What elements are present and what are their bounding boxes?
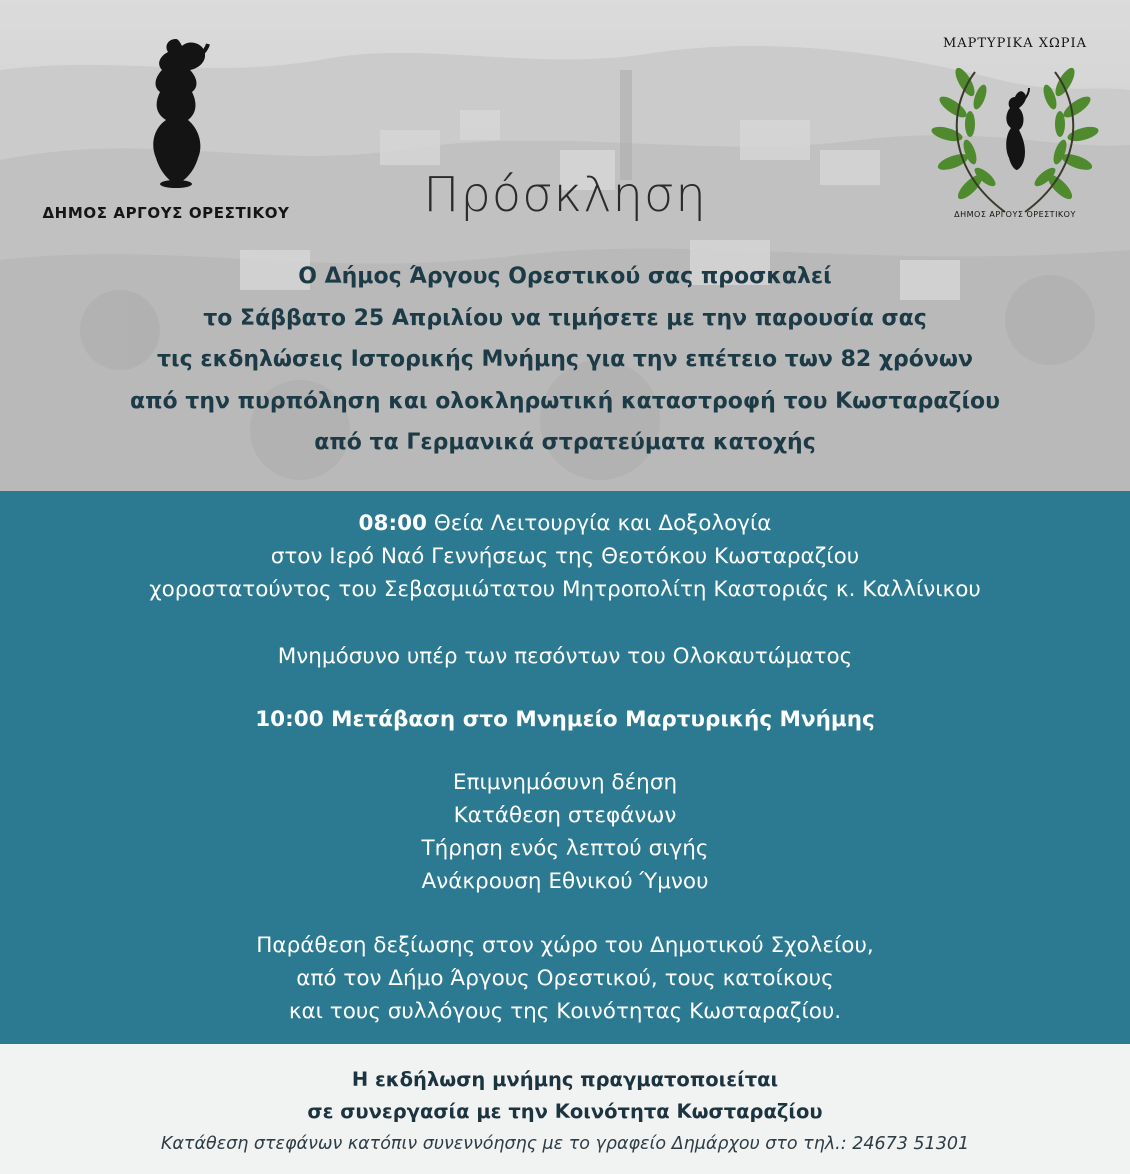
ceremony-item: Επιμνημόσυνη δέηση [452, 770, 678, 795]
right-logo-title: ΜΑΡΤΥΡΙΚΑ ΧΩΡΙΑ [942, 36, 1088, 51]
service-heading [0, 511, 1130, 536]
page-title: Πρόσκληση [423, 167, 707, 223]
invitation-line: το Σάββατο 25 Απριλίου να τιμήσετε με την παρουσία σας [203, 305, 927, 331]
reception-line: Παράθεση δεξίωσης στον χώρο του Δημοτικού Σχολείου, [256, 933, 874, 958]
service-title: Θεία Λειτουργία και Δοξολογία [426, 511, 772, 536]
right-logo-caption: ΔΗΜΟΣ ΑΡΓΟΥΣ ΟΡΕΣΤΙΚΟΥ [954, 210, 1076, 219]
program-section [0, 491, 1130, 1044]
footer-line-2: σε συνεργασία με την Κοινότητα Κωσταραζίου [307, 1100, 823, 1123]
invitation-line: Ο Δήμος Άργους Ορεστικού σας προσκαλεί [298, 264, 832, 289]
memorial-service: Μνημόσυνο υπέρ των πεσόντων του Ολοκαυτώματος [277, 644, 853, 669]
amphora-vase-icon [126, 34, 226, 189]
left-logo-caption: ΔΗΜΟΣ ΑΡΓΟΥΣ ΟΡΕΣΤΙΚΟΥ [42, 204, 290, 222]
transfer-heading [0, 707, 1130, 732]
reception-line: από τον Δήμο Άργους Ορεστικού, τους κατοίκους [296, 966, 834, 991]
invitation-text [20, 256, 1110, 464]
footer-line-1: Η εκδήλωση μνήμης πραγματοποιείται [351, 1068, 779, 1091]
ceremony-item: Τήρηση ενός λεπτού σιγής [421, 836, 709, 861]
hero-section [0, 0, 1130, 491]
ceremony-item: Κατάθεση στεφάνων [453, 803, 677, 828]
transfer-text: 10:00 Μετάβαση στο Μνημείο Μαρτυρικής Μνήμης [255, 707, 875, 732]
ceremony-item: Ανάκρουση Εθνικού Ύμνου [421, 869, 709, 894]
service-time: 08:00 [358, 511, 427, 536]
service-officiant: χοροστατούντος του Σεβασμιώτατου Μητροπολίτη Καστοριάς κ. Καλλίνικου [149, 577, 981, 602]
invitation-line: από τα Γερμανικά στρατεύματα κατοχής [314, 430, 816, 455]
footer-contact-note: Κατάθεση στεφάνων κατόπιν συνεννόησης με το γραφείο Δημάρχου στο τηλ.: 24673 51301 [160, 1134, 970, 1154]
invitation-line: από την πυρπόληση και ολοκληρωτική καταστροφή του Κωσταραζίου [130, 388, 1000, 414]
invitation-line: τις εκδηλώσεις Ιστορικής Μνήμης για την επέτειο των 82 χρόνων [157, 347, 973, 372]
service-place: στον Ιερό Ναό Γεννήσεως της Θεοτόκου Κωσταραζίου [270, 544, 860, 569]
footer-section [0, 1044, 1130, 1174]
reception-line: και τους συλλόγους της Κοινότητας Κωσταραζίου. [288, 999, 842, 1024]
